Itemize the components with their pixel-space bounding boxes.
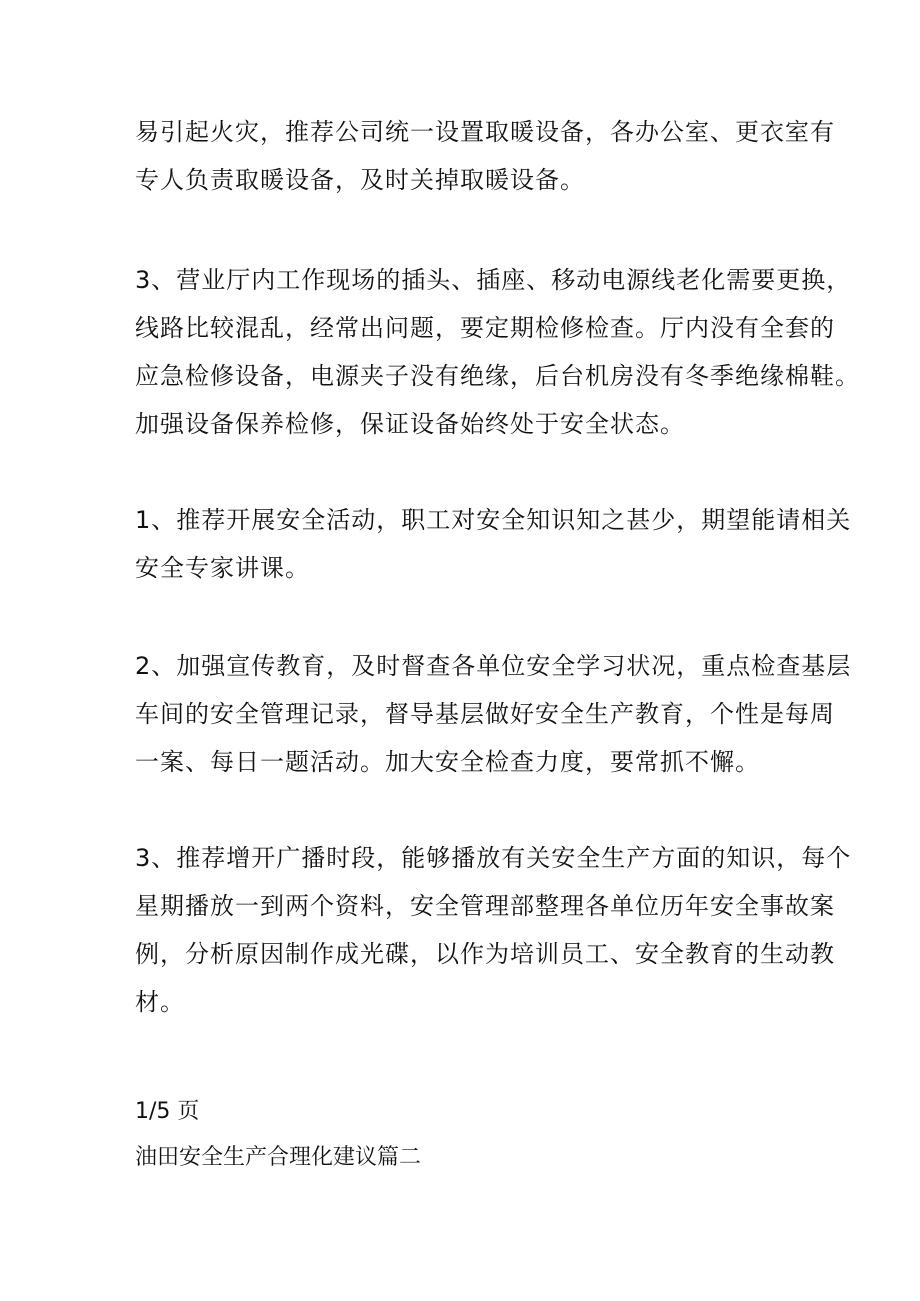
text-line: 1、推荐开展安全活动，职工对安全知识知之甚少，期望能请相关 — [135, 506, 852, 534]
text-line: 线路比较混乱，经常出问题，要定期检修检查。厅内没有全套的 — [135, 314, 835, 342]
text-line: 3、营业厅内工作现场的插头、插座、移动电源线老化需要更换， — [135, 266, 852, 294]
text-line: 星期播放一到两个资料，安全管理部整理各单位历年安全事故案 — [135, 892, 835, 920]
paragraph-broadcast — [135, 834, 852, 1026]
text-line: 3、推荐增开广播时段，能够播放有关安全生产方面的知识，每个 — [135, 844, 852, 872]
text-line: 2、加强宣传教育，及时督查各单位安全学习状况，重点检查基层 — [135, 652, 852, 680]
text-line: 安全专家讲课。 — [135, 554, 310, 582]
text-line: 专人负责取暖设备，及时关掉取暖设备。 — [135, 166, 585, 194]
page-number: 1/5 页 — [135, 1099, 200, 1124]
text-line: 加强设备保养检修，保证设备始终处于安全状态。 — [135, 410, 685, 438]
paragraph-safety-education — [135, 642, 852, 786]
paragraph-fire-safety — [135, 108, 835, 204]
next-section-title: 油田安全生产合理化建议篇二 — [135, 1145, 422, 1170]
text-line: 应急检修设备，电源夹子没有绝缘，后台机房没有冬季绝缘棉鞋。 — [135, 362, 860, 390]
text-line: 材。 — [135, 988, 185, 1016]
text-line: 车间的安全管理记录，督导基层做好安全生产教育，个性是每周 — [135, 700, 835, 728]
paragraph-safety-activities — [135, 496, 852, 592]
paragraph-electrical-equipment — [135, 256, 860, 448]
text-line: 一案、每日一题活动。加大安全检查力度，要常抓不懈。 — [135, 748, 760, 776]
text-line: 易引起火灾，推荐公司统一设置取暖设备，各办公室、更衣室有 — [135, 118, 835, 146]
text-line: 例，分析原因制作成光碟，以作为培训员工、安全教育的生动教 — [135, 940, 835, 968]
